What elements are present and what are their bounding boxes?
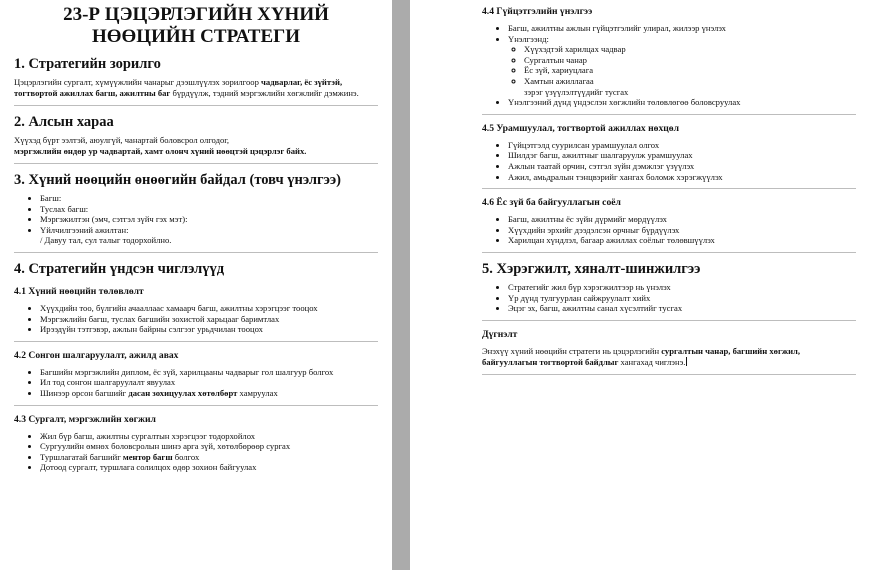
strategy-goal-text: Цэцэрлэгийн сургалт, хүмүүжлийн чанарыг дээшлүүлэх зорилгоор чадварлаг, ёс зүйтэй, тогтвортой ажиллах багш, ажилтны баг бүрдүүлж, тэдний мэргэжлийн хөгжлийг дэмжинэ. xyxy=(14,77,359,98)
heading-incentives: 4.5 Урамшуулал, тогтвортой ажиллах нөхцөл xyxy=(482,122,679,134)
evaluation-criteria-list xyxy=(508,44,856,97)
list-item: • Эцэг эх, багш, ажилтны санал хүсэлтийг тусгах xyxy=(508,303,856,314)
hr-planning-list xyxy=(14,303,378,335)
list-item: • Багш, ажилтны ёс зүйн дүрмийг мөрдүүлэх xyxy=(508,214,856,225)
current-status-list xyxy=(14,193,378,246)
conclusion-text[interactable]: Энэхүү хүний нөөцийн стратеги нь цэцэрлэгийн сургалтын чанар, багшийн хөгжил, байгууллагын тогтвортой байдлыг хангахад чиглэнэ. xyxy=(482,345,800,367)
divider xyxy=(482,114,856,115)
list-item: • Үнэлгээнд: ◦ Хүүхэдтэй харилцах чадвар ◦ Сургалтын чанар ◦ Ёс зүй, хариуцлага ◦ Хамтын ажиллагаа зэрэг үзүүлэлтүүдийг тусгах xyxy=(508,34,856,98)
list-item: • Шинээр орсон багшийг дасан зохицуулах хөтөлбөрт хамруулах xyxy=(40,388,378,399)
list-item: • Багшийн мэргэжлийн диплом, ёс зүй, харилцааны чадварыг гол шалгуур болгох xyxy=(40,367,378,378)
sub-list-item: ◦ Хүүхэдтэй харилцах чадвар xyxy=(524,44,856,55)
ethics-list xyxy=(482,214,856,246)
heading-recruitment: 4.2 Сонгон шалгаруулалт, ажилд авах xyxy=(14,349,179,361)
list-item: • Дотоод сургалт, туршлага солилцох өдөр зохион байгуулах xyxy=(40,462,378,473)
heading-performance-evaluation: 4.4 Гүйцэтгэлийн үнэлгээ xyxy=(482,6,593,17)
divider xyxy=(14,341,378,342)
list-item: • Ирээдүйн тэтгэвэр, ажлын байрны сэлгээг урьдчилан тооцох xyxy=(40,324,378,335)
heading-ethics-culture: 4.6 Ёс зүй ба байгууллагын соёл xyxy=(482,197,621,209)
list-item: • Мэргэжлийн багш, туслах багшийн зохистой харьцааг баримтлах xyxy=(40,314,378,325)
heading-vision: 2. Алсын хараа xyxy=(14,114,114,130)
heading-hr-planning: 4.1 Хүний нөөцийн төлөвлөлт xyxy=(14,285,144,297)
sub-list-item: ◦ Ёс зүй, хариуцлага xyxy=(524,65,856,76)
list-item: • Ажлын таатай орчин, сэтгэл зүйн дэмжлэг үзүүлэх xyxy=(508,161,856,172)
divider xyxy=(482,252,856,253)
list-item: • Туршлагатай багшийг ментор багш болгох xyxy=(40,452,378,463)
list-item: • Үнэлгээний дүнд үндэслэн хөгжлийн төлөвлөгөө боловсруулах xyxy=(508,97,856,108)
heading-main-directions: 4. Стратегийн үндсэн чиглэлүүд xyxy=(14,260,225,277)
list-item: • Гүйцэтгэлд суурилсан урамшуулал олгох xyxy=(508,140,856,151)
list-item: • Багш, ажилтны ажлын гүйцэтгэлийг улирал, жилээр үнэлэх xyxy=(508,23,856,34)
text-cursor xyxy=(686,357,687,366)
divider xyxy=(482,320,856,321)
list-item: • Стратегийг жил бүр хэрэгжилтээр нь үнэлэх xyxy=(508,282,856,293)
document-page-2[interactable] xyxy=(410,0,870,570)
heading-implementation-monitoring: 5. Хэрэгжилт, хяналт-шинжилгээ xyxy=(482,260,701,277)
divider xyxy=(14,163,378,164)
sub-list-item: ◦ Сургалтын чанар xyxy=(524,55,856,66)
implementation-list xyxy=(482,282,856,314)
recruitment-list xyxy=(14,367,378,399)
heading-training: 4.3 Сургалт, мэргэжлийн хөгжил xyxy=(14,413,156,425)
training-list xyxy=(14,431,378,473)
list-item: • Шилдэг багш, ажилтныг шалгаруулж урамшуулах xyxy=(508,150,856,161)
list-item: • Сургуулийн өмнөх боловсролын шинэ арга зүй, хөтөлбөрөөр сургах xyxy=(40,441,378,452)
heading-current-status: 3. Хүний нөөцийн өнөөгийн байдал (товч үнэлгээ) xyxy=(14,172,341,188)
title-line-2: НӨӨЦИЙН СТРАТЕГИ xyxy=(91,26,301,47)
document-page-1[interactable] xyxy=(0,0,392,570)
list-item: • Хүүхдийн тоо, бүлгийн ачааллаас хамаарч багш, ажилтны хэрэгцээг тооцох xyxy=(40,303,378,314)
incentives-list xyxy=(482,140,856,182)
heading-conclusion: Дүгнэлт xyxy=(482,328,518,340)
divider xyxy=(482,188,856,189)
list-item: • Үйлчилгээний ажилтан: / Давуу тал, сул талыг тодорхойлно. xyxy=(40,225,378,246)
performance-list xyxy=(482,23,856,108)
document-title xyxy=(14,4,378,48)
divider xyxy=(14,405,378,406)
list-item: • Жил бүр багш, ажилтны сургалтын хэрэгцээг тодорхойлох xyxy=(40,431,378,442)
criteria-note: зэрэг үзүүлэлтүүдийг тусгах xyxy=(524,86,629,97)
list-item: • Үр дүнд тулгуурлан сайжруулалт хийх xyxy=(508,293,856,304)
divider xyxy=(14,252,378,253)
list-item: • Ажил, амьдралын тэнцвэрийг хангах боломж хэрэгжүүлэх xyxy=(508,172,856,183)
status-note: / Давуу тал, сул талыг тодорхойлно. xyxy=(40,235,172,246)
list-item: • Багш: xyxy=(40,193,378,204)
list-item: • Туслах багш: xyxy=(40,204,378,215)
heading-strategy-goal: 1. Стратегийн зорилго xyxy=(14,56,161,72)
list-item: • Хүүхдийн эрхийг дээдэлсэн орчныг бүрдүүлэх xyxy=(508,225,856,236)
list-item: • Мэргэжилтэн (эмч, сэтгэл зүйч гэх мэт): xyxy=(40,214,378,225)
vision-text: Хүүхэд бүрт ээлтэй, аюулгүй, чанартай боловсрол олгодог, мэргэжлийн өндөр ур чадвартай, хамт олонч хүний нөөцтэй цэцэрлэг байх. xyxy=(14,135,307,156)
sub-list-item: ◦ Хамтын ажиллагаа зэрэг үзүүлэлтүүдийг тусгах xyxy=(524,76,856,97)
list-item: • Ил тод сонгон шалгаруулалт явуулах xyxy=(40,377,378,388)
list-item: • Харилцан хүндлэл, багаар ажиллах соёлыг төлөвшүүлэх xyxy=(508,235,856,246)
divider xyxy=(482,374,856,375)
title-line-1: 23-Р ЦЭЦЭРЛЭГИЙН ХҮНИЙ xyxy=(63,4,329,25)
divider xyxy=(14,105,378,106)
